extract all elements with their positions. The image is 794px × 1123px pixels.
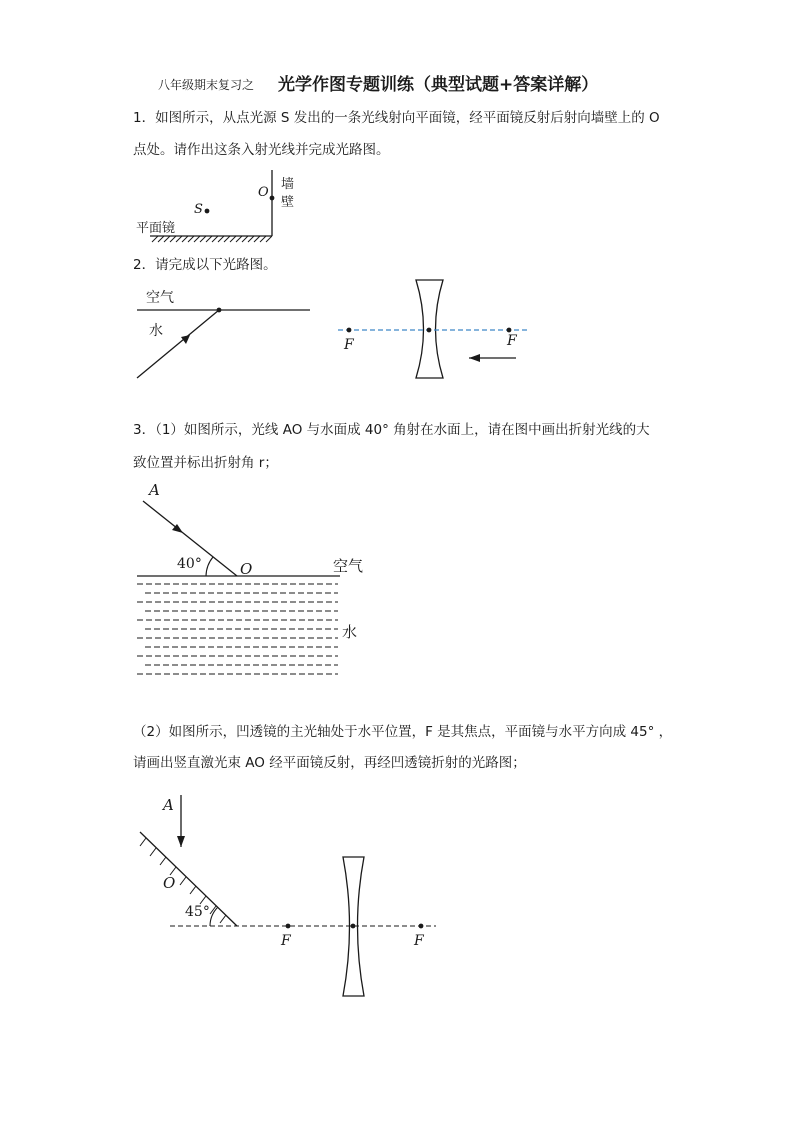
q2-focus-left: F <box>344 337 354 353</box>
q3-text-line2: 致位置并标出折射角 r； <box>133 455 278 471</box>
q3b-focus-right: F <box>414 933 424 949</box>
q3-point-a: A <box>149 481 160 499</box>
q3b-text-line2: 请画出竖直激光束 AO 经平面镜反射，再经凹透镜折射的光路图； <box>133 755 526 771</box>
q1-wall-label-bottom: 壁 <box>281 195 295 210</box>
q1-text-line2: 点处。请作出这条入射光线并完成光路图。 <box>133 142 390 158</box>
q3b-focus-left: F <box>281 933 291 949</box>
q1-mirror-label: 平面镜 <box>136 221 176 236</box>
q1-text-line1: 1．如图所示，从点光源 S 发出的一条光线射向平面镜，经平面镜反射后射向墙壁上的 O <box>133 110 660 126</box>
q1-wall-label-top: 墙 <box>281 177 295 192</box>
q3-air-label: 空气 <box>333 557 364 575</box>
header-prefix: 八年级期末复习之 <box>158 78 255 92</box>
q3b-angle-label: 45° <box>185 904 210 920</box>
q2-text: 2．请完成以下光路图。 <box>133 257 277 273</box>
q1-point-o: O <box>258 185 269 200</box>
q3-point-o: O <box>240 560 253 578</box>
q3b-point-a: A <box>163 796 174 814</box>
q3b-text-line1: （2）如图所示，凹透镜的主光轴处于水平位置，F 是其焦点，平面镜与水平方向成 45° ， <box>133 724 673 740</box>
q3-angle-label: 40° <box>177 556 202 572</box>
q2-focus-right: F <box>507 333 517 349</box>
q3-water-label: 水 <box>342 623 358 641</box>
q3-text-line1: 3．（1）如图所示，光线 AO 与水面成 40° 角射在水面上，请在图中画出折射光线的大 <box>133 422 650 438</box>
q2-water-label: 水 <box>149 323 163 339</box>
q3b-point-o: O <box>163 874 176 892</box>
q1-point-s: S <box>194 202 203 217</box>
page-title: 光学作图专题训练（典型试题+答案详解） <box>278 75 599 95</box>
q2-air-label: 空气 <box>146 290 174 306</box>
